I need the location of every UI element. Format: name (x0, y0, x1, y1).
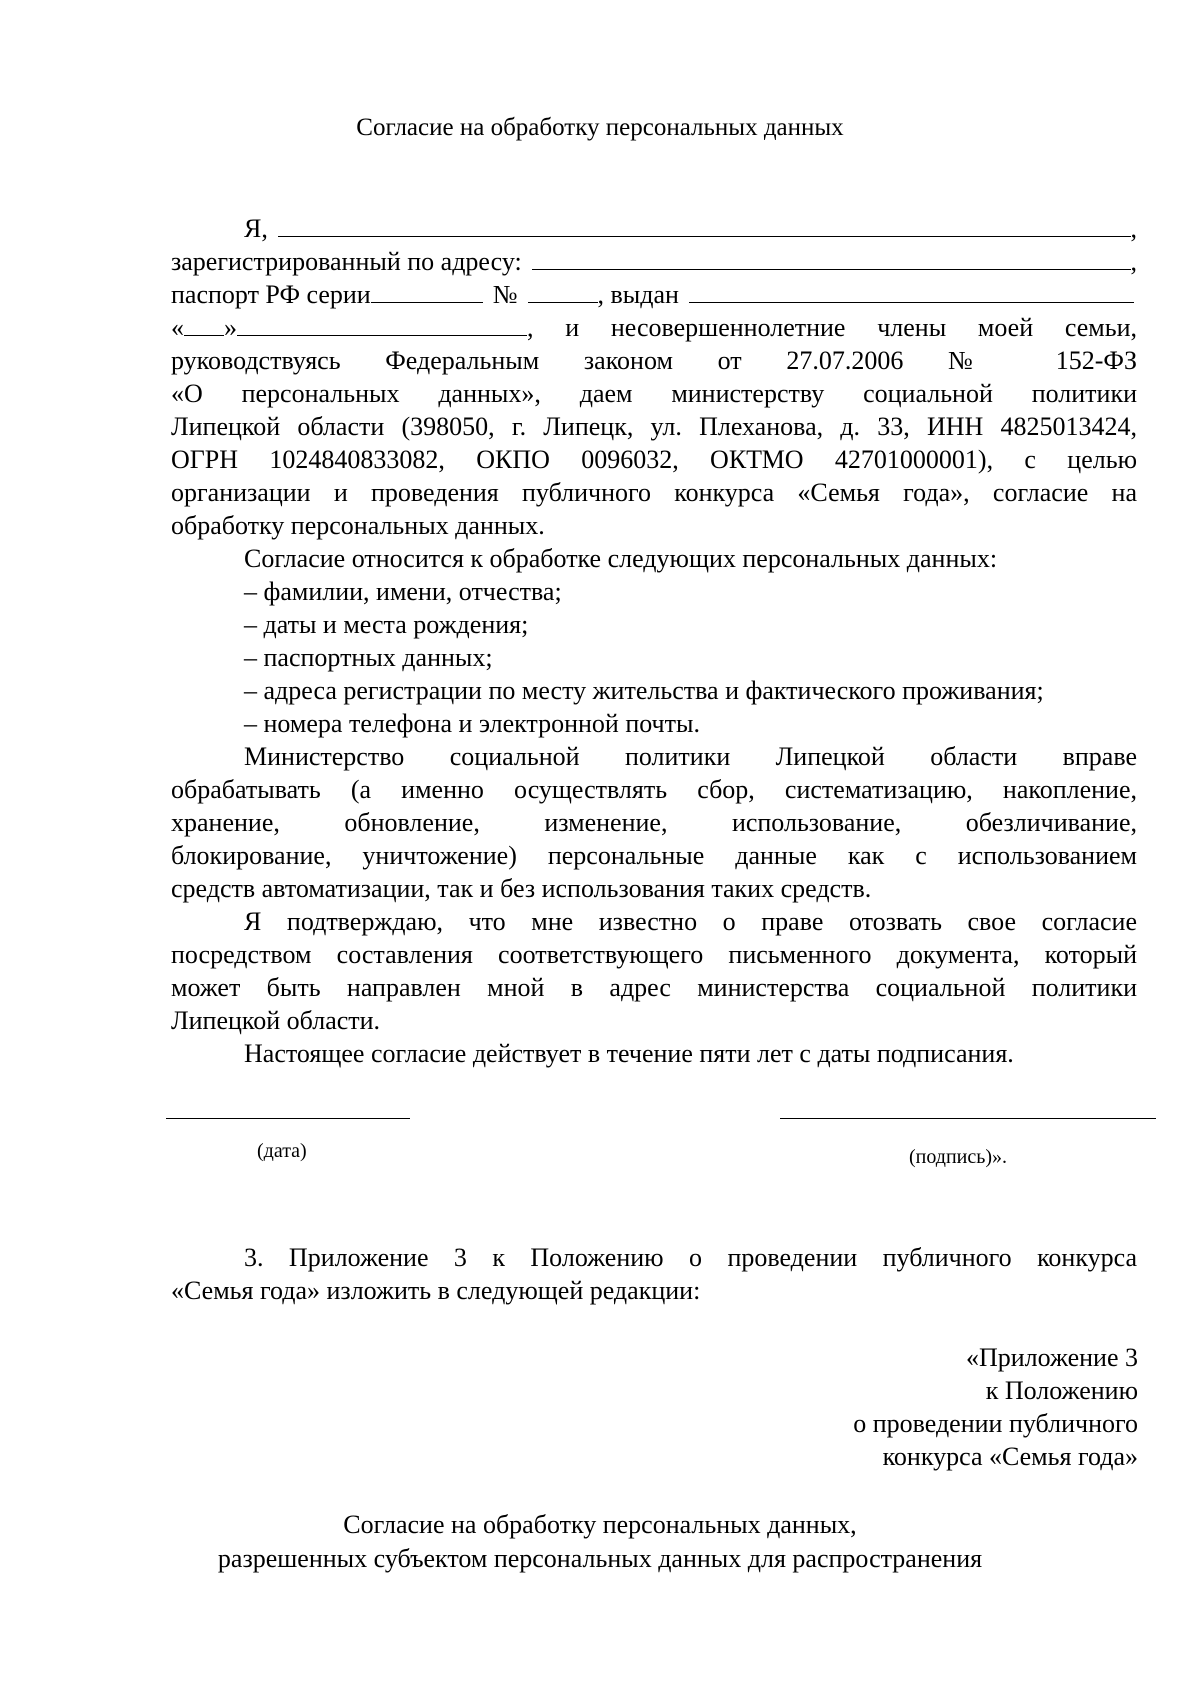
list-item: – адреса регистрации по месту жительства и фактического проживания; (244, 676, 1044, 705)
p6-line-1: 3. Приложение 3 к Положению о проведении публичного конкурса (244, 1243, 1137, 1272)
p3-line-2: обрабатывать (а именно осуществлять сбор, систематизацию, накопление, (171, 775, 1137, 804)
name-field-underline[interactable] (278, 214, 1131, 237)
p1-line-6: обработку персональных данных. (171, 511, 545, 540)
p1-line-4: ОГРН 1024840833082, ОКПО 0096032, ОКТМО 42701000001), с целью (171, 445, 1137, 474)
name-suffix: , (1130, 214, 1137, 243)
signature-line[interactable] (780, 1118, 1156, 1119)
section-title-line-1: Согласие на обработку персональных данных, (343, 1510, 857, 1539)
signature-label: (подпись)». (909, 1146, 1008, 1168)
address-field-underline[interactable] (532, 247, 1131, 270)
name-prefix: Я, (244, 214, 268, 243)
p3-line-3: хранение, обновление, изменение, использование, обезличивание, (171, 808, 1137, 837)
quote-open: « (171, 313, 184, 342)
form-line-date-issued (171, 312, 1137, 344)
issue-day-underline[interactable] (184, 313, 224, 336)
passport-series-underline[interactable] (371, 280, 483, 303)
form-line-address (171, 246, 1137, 278)
appendix-line-2: к Положению (985, 1376, 1138, 1405)
p1-line-2: «О персональных данных», даем министерству социальной политики (171, 379, 1137, 408)
form-line-name (171, 213, 1137, 245)
list-item: – номера телефона и электронной почты. (244, 709, 700, 738)
p3-line-4: блокирование, уничтожение) персональные данные как с использованием (171, 841, 1137, 870)
p1-line-1: руководствуясь Федеральным законом от 27.07.2006 № 152-ФЗ (171, 346, 1137, 375)
form-line-passport (171, 279, 1137, 311)
list-item: – паспортных данных; (244, 643, 493, 672)
issue-month-year-underline[interactable] (237, 313, 527, 336)
passport-number-underline[interactable] (528, 280, 598, 303)
p6-line-2: «Семья года» изложить в следующей редакции: (171, 1276, 701, 1305)
appendix-line-1: «Приложение 3 (965, 1343, 1138, 1372)
family-members-text: , и несовершеннолетние члены моей семьи, (527, 313, 1137, 342)
p3-line-1: Министерство социальной политики Липецкой области вправе (244, 742, 1137, 771)
passport-issued-underline[interactable] (689, 280, 1134, 303)
p1-line-5: организации и проведения публичного конкурса «Семья года», согласие на (171, 478, 1137, 507)
list-item: – фамилии, имени, отчества; (244, 577, 562, 606)
p5-text: Настоящее согласие действует в течение пяти лет с даты подписания. (244, 1039, 1014, 1068)
p4-line-1: Я подтверждаю, что мне известно о праве отозвать свое согласие (244, 907, 1137, 936)
date-label: (дата) (257, 1140, 307, 1162)
appendix-line-3: о проведении публичного (853, 1409, 1138, 1438)
address-suffix: , (1130, 247, 1137, 276)
p4-line-3: может быть направлен мной в адрес министерства социальной политики (171, 973, 1137, 1002)
p3-line-5: средств автоматизации, так и без использования таких средств. (171, 874, 872, 903)
date-signature-line[interactable] (166, 1118, 410, 1119)
p1-line-3: Липецкой области (398050, г. Липецк, ул. Плеханова, д. 33, ИНН 4825013424, (171, 412, 1137, 441)
quote-close: » (224, 313, 237, 342)
p4-line-2: посредством составления соответствующего письменного документа, который (171, 940, 1137, 969)
section-title-line-2: разрешенных субъектом персональных данных для распространения (217, 1544, 983, 1573)
passport-issued-label: , выдан (597, 280, 679, 309)
appendix-line-4: конкурса «Семья года» (882, 1442, 1138, 1471)
list-item: – даты и места рождения; (244, 610, 529, 639)
document-title: Согласие на обработку персональных данных (356, 114, 844, 141)
p4-line-4: Липецкой области. (171, 1006, 381, 1035)
p2-text: Согласие относится к обработке следующих персональных данных: (244, 544, 998, 573)
address-prefix: зарегистрированный по адресу: (171, 247, 522, 276)
passport-series-label: паспорт РФ серии (171, 280, 371, 309)
passport-number-label: № (492, 280, 518, 309)
